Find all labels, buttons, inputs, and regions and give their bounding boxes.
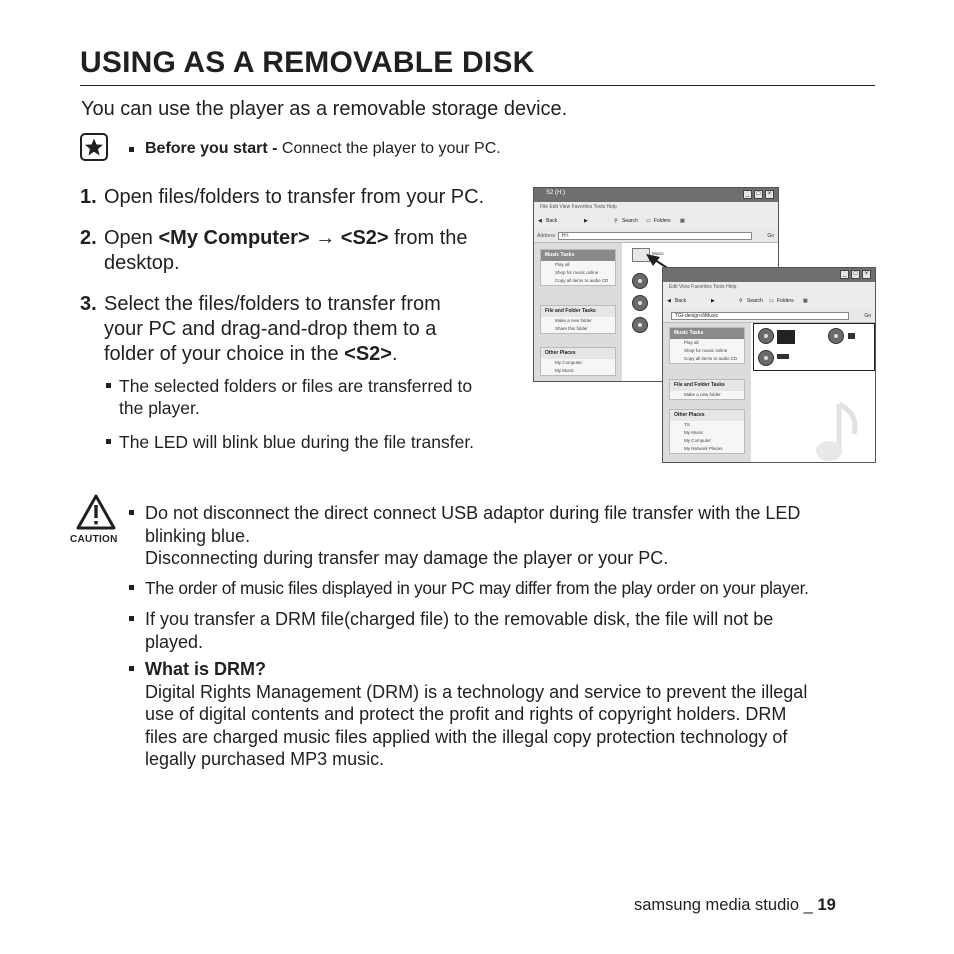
views-icon[interactable]: ▦ (680, 218, 685, 224)
other-places-panel (669, 409, 745, 454)
task-item[interactable]: Shop for music online (684, 348, 728, 353)
note-label: Before you start - (145, 140, 278, 157)
caution-item: What is DRM? Digital Rights Management (DRM) is a technology and service to prevent the illegal use of digital contents and protect the profit and rights of copyright holders. DRM files are charged music files applied with the illegal copy protection technology of legally purchased MP3 music. (145, 658, 885, 771)
bullet (129, 510, 134, 515)
bullet (106, 383, 111, 388)
maximize-icon[interactable]: □ (851, 270, 860, 279)
minimize-icon[interactable]: _ (840, 270, 849, 279)
panel-header[interactable]: Other Places (541, 348, 615, 359)
my-computer-ref: <My Computer> (158, 227, 310, 249)
folders-button[interactable]: Folders (654, 218, 671, 224)
drm-heading: What is DRM? (145, 659, 266, 679)
panel-header[interactable]: Music Tasks (541, 250, 615, 261)
go-button[interactable]: Go (767, 233, 774, 239)
folder-icon[interactable]: ▭ (646, 218, 651, 224)
back-icon[interactable]: ◀ (667, 298, 671, 304)
address-bar (534, 230, 778, 243)
search-icon[interactable]: ⚲ (614, 218, 618, 224)
file-tasks-panel (669, 379, 745, 400)
task-item[interactable]: Make a new folder (684, 392, 721, 397)
task-item[interactable]: Shop for music online (555, 270, 599, 275)
s2-ref: <S2> (344, 343, 392, 365)
menu-bar[interactable]: Edit View Favorites Tools Help (663, 282, 875, 292)
search-button[interactable]: Search (747, 298, 763, 304)
s2-ref: <S2> (340, 227, 389, 249)
minimize-icon[interactable]: _ (743, 190, 752, 199)
caution-item: If you transfer a DRM file(charged file) to the removable disk, the file will not be played. (145, 609, 774, 652)
maximize-icon[interactable]: □ (754, 190, 763, 199)
music-file-icon[interactable] (758, 328, 774, 344)
search-icon[interactable]: ⚲ (739, 298, 743, 304)
task-item[interactable]: Copy all items to audio CD (555, 278, 609, 283)
task-item[interactable]: Share this folder (555, 326, 588, 331)
step-text: Select the files/folders to transfer from (104, 293, 441, 315)
caution-item: The order of music files displayed in your PC may differ from the play order on your player. (145, 578, 809, 598)
step-text: Open (104, 227, 159, 249)
arrow-glyph: → (309, 227, 341, 249)
step-3 (80, 292, 525, 367)
window-titlebar (663, 268, 875, 282)
forward-icon[interactable]: ▶ (584, 218, 588, 224)
step-number: 2. (80, 227, 97, 249)
music-file-icon[interactable] (758, 350, 774, 366)
back-button[interactable]: Back (675, 298, 687, 304)
caution-label: CAUTION (70, 534, 118, 545)
bullet (129, 585, 134, 590)
music-tasks-panel (669, 327, 745, 364)
selection-box (753, 323, 875, 371)
step-text: from the (388, 227, 468, 249)
step-2 (80, 226, 525, 276)
place-item[interactable]: My Computer (555, 360, 583, 365)
file-label-dark (848, 333, 855, 339)
task-pane (663, 323, 751, 462)
footer-text: samsung media studio _ (634, 896, 818, 914)
music-tasks-panel (540, 249, 616, 286)
note-text (145, 140, 501, 158)
close-icon[interactable]: × (862, 270, 871, 279)
back-icon[interactable]: ◀ (538, 218, 542, 224)
search-button[interactable]: Search (622, 218, 638, 224)
folder-icon[interactable]: ▭ (769, 298, 774, 304)
views-icon[interactable]: ▦ (803, 298, 808, 304)
go-button[interactable]: Go (864, 313, 871, 319)
intro-text: You can use the player as a removable storage device. (81, 98, 568, 120)
title-divider (80, 85, 875, 86)
place-item[interactable]: TS (684, 422, 690, 427)
place-item[interactable]: My Music (555, 368, 574, 373)
place-item[interactable]: My Network Places (684, 446, 723, 451)
close-icon[interactable]: × (765, 190, 774, 199)
task-item[interactable]: Make a new folder (555, 318, 592, 323)
file-label-dark (777, 330, 795, 344)
task-item[interactable]: Play all (684, 340, 699, 345)
window-titlebar (534, 188, 778, 202)
folder-name[interactable]: Music (652, 251, 664, 256)
bullet (129, 147, 134, 152)
page-title: USING AS A REMOVABLE DISK (80, 46, 535, 79)
star-note-icon (80, 133, 108, 161)
menu-bar[interactable]: File Edit View Favorites Tools Help (534, 202, 778, 212)
caution-item: Do not disconnect the direct connect USB adaptor during file transfer with the LED blinking blue. Disconnecting during transfer may damage the player or your PC. (145, 503, 801, 568)
task-pane (534, 243, 622, 381)
forward-icon[interactable]: ▶ (711, 298, 715, 304)
step3-bullet: The selected folders or files are transferred to the player. (119, 376, 473, 418)
address-label: Address (537, 233, 556, 239)
warning-icon (76, 494, 116, 530)
file-label-dark (777, 354, 789, 359)
folders-button[interactable]: Folders (777, 298, 794, 304)
step-number: 3. (80, 293, 97, 315)
music-file-icon[interactable] (828, 328, 844, 344)
panel-header[interactable]: File and Folder Tasks (670, 380, 744, 391)
music-note-watermark-icon (809, 399, 869, 463)
step-text: folder of your choice in the <S2>. (104, 343, 398, 365)
panel-header[interactable]: File and Folder Tasks (541, 306, 615, 317)
bullet (106, 439, 111, 444)
task-item[interactable]: Play all (555, 262, 570, 267)
toolbar (534, 212, 778, 231)
place-item[interactable]: My Music (684, 430, 703, 435)
bullet (129, 616, 134, 621)
step-text: desktop. (104, 252, 180, 274)
panel-header[interactable]: Other Places (670, 410, 744, 421)
address-input[interactable]: H:\ (558, 232, 752, 240)
step-text: your PC and drag-and-drop them to a (104, 318, 437, 340)
step-1 (80, 185, 525, 210)
step-text: Open files/folders to transfer from your PC. (104, 186, 485, 208)
bullet (129, 666, 134, 671)
toolbar (663, 292, 875, 311)
step-number: 1. (80, 186, 97, 208)
panel-header[interactable]: Music Tasks (670, 328, 744, 339)
other-places-panel (540, 347, 616, 376)
address-input[interactable]: TGI-design-ii\Music (671, 312, 849, 320)
file-tasks-panel (540, 305, 616, 334)
task-item[interactable]: Copy all items to audio CD (684, 356, 738, 361)
explorer-window-music (662, 267, 876, 463)
page-footer (634, 896, 836, 915)
place-item[interactable]: My Computer (684, 438, 712, 443)
address-bar (663, 310, 875, 323)
note-body: Connect the player to your PC. (281, 140, 501, 157)
window-title: S2 (H:) (546, 190, 566, 196)
back-button[interactable]: Back (546, 218, 558, 224)
step3-bullet: The LED will blink blue during the file transfer. (119, 432, 475, 452)
file-list (751, 323, 875, 462)
page-number: 19 (817, 896, 836, 914)
